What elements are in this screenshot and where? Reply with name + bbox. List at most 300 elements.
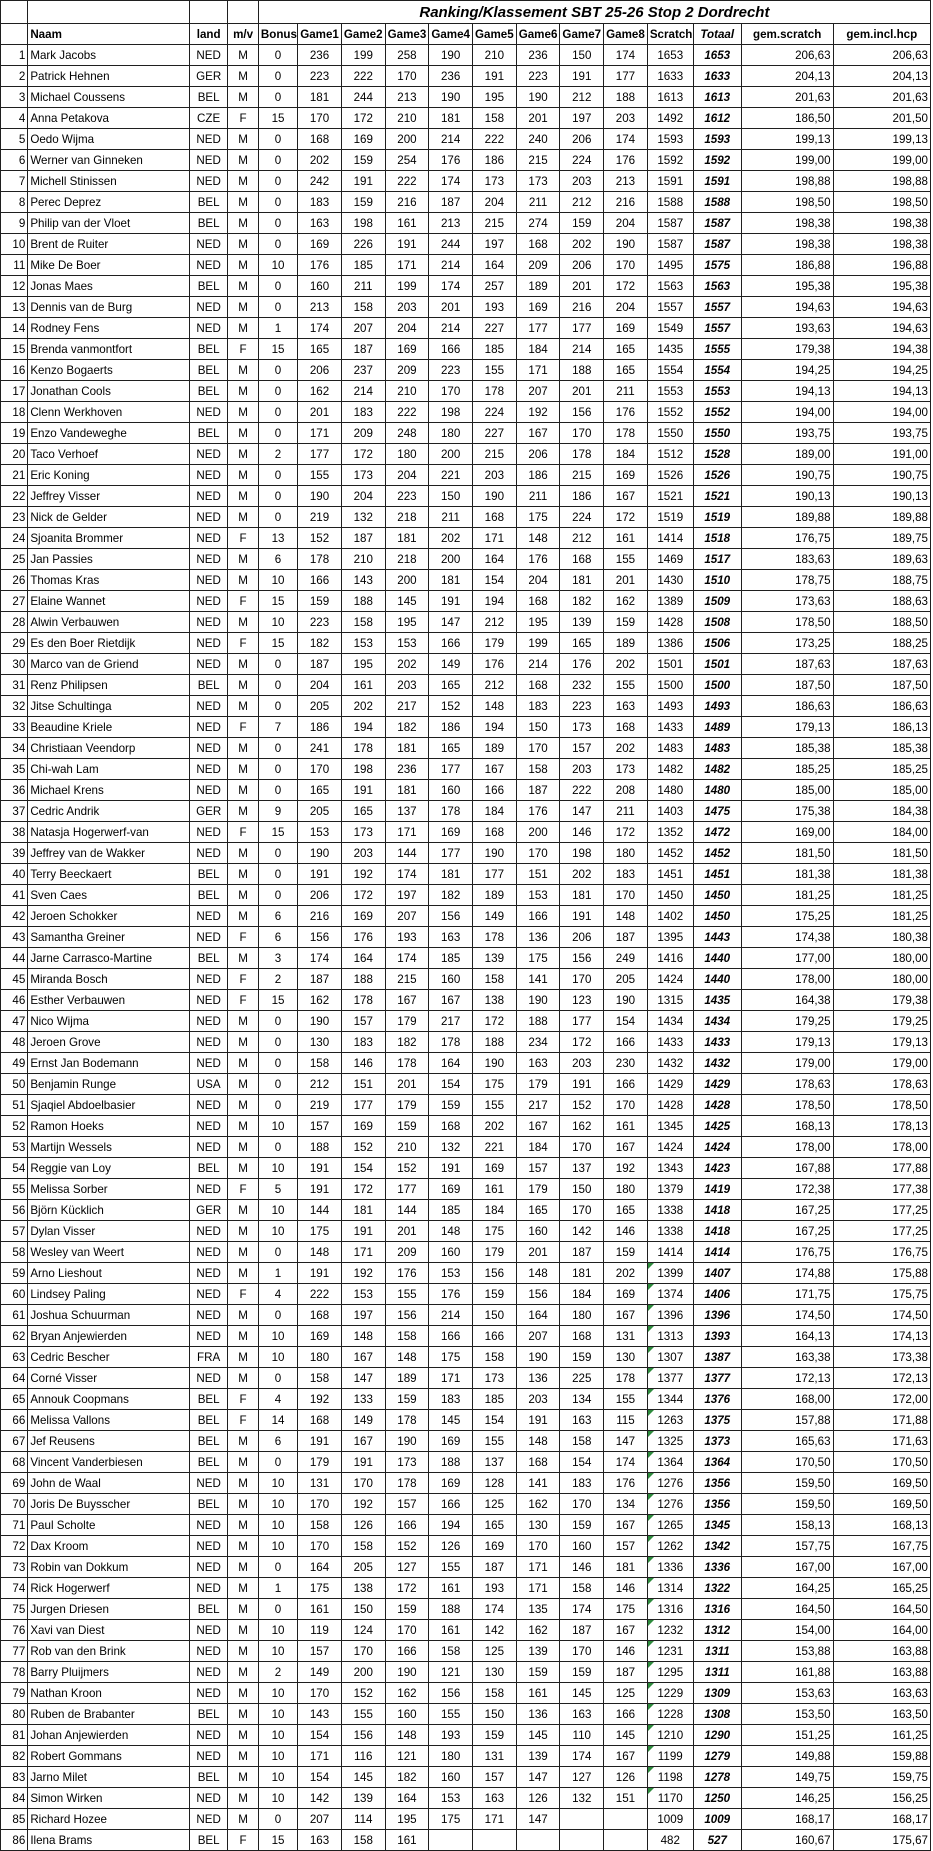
game-score-cell: 183 bbox=[341, 1032, 385, 1053]
player-name-cell: Martijn Wessels bbox=[28, 1137, 190, 1158]
country-cell: NED bbox=[190, 843, 228, 864]
rank-cell: 48 bbox=[1, 1032, 28, 1053]
scratch-cell: 1519 bbox=[647, 507, 693, 528]
avg-hcp-cell: 199,00 bbox=[833, 150, 930, 171]
game-score-cell: 159 bbox=[473, 1725, 517, 1746]
table-row bbox=[1, 1284, 931, 1305]
game-score-cell: 163 bbox=[298, 213, 342, 234]
player-name-cell: Clenn Werkhoven bbox=[28, 402, 190, 423]
avg-scratch-cell: 206,63 bbox=[741, 45, 833, 66]
avg-scratch-cell: 175,38 bbox=[741, 801, 833, 822]
gender-cell: F bbox=[228, 108, 259, 129]
bonus-cell: 10 bbox=[258, 1326, 297, 1347]
avg-hcp-cell: 181,38 bbox=[833, 864, 930, 885]
game-score-cell: 174 bbox=[604, 45, 648, 66]
game-score-cell: 182 bbox=[429, 885, 473, 906]
total-cell: 1591 bbox=[693, 171, 741, 192]
gender-cell: M bbox=[228, 402, 259, 423]
player-name-cell: Wesley van Weert bbox=[28, 1242, 190, 1263]
gender-cell: M bbox=[228, 1368, 259, 1389]
game-score-cell: 226 bbox=[341, 234, 385, 255]
game-score-cell: 198 bbox=[341, 759, 385, 780]
total-cell: 1425 bbox=[693, 1116, 741, 1137]
player-name-cell: Anna Petakova bbox=[28, 108, 190, 129]
game-score-cell: 182 bbox=[385, 1767, 429, 1788]
game-score-cell: 169 bbox=[385, 339, 429, 360]
game-score-cell: 134 bbox=[560, 1389, 604, 1410]
total-cell: 1521 bbox=[693, 486, 741, 507]
gender-cell: M bbox=[228, 1137, 259, 1158]
country-cell: NED bbox=[190, 1242, 228, 1263]
avg-scratch-cell: 181,50 bbox=[741, 843, 833, 864]
table-row bbox=[1, 360, 931, 381]
game-score-cell: 202 bbox=[604, 1263, 648, 1284]
game-score-cell bbox=[604, 1830, 648, 1851]
game-score-cell: 168 bbox=[298, 1305, 342, 1326]
bonus-cell: 10 bbox=[258, 255, 297, 276]
game-score-cell: 158 bbox=[341, 612, 385, 633]
game-score-cell: 177 bbox=[298, 444, 342, 465]
total-cell: 1552 bbox=[693, 402, 741, 423]
country-cell: NED bbox=[190, 612, 228, 633]
avg-scratch-cell: 179,00 bbox=[741, 1053, 833, 1074]
avg-scratch-cell: 164,50 bbox=[741, 1599, 833, 1620]
game-score-cell: 155 bbox=[604, 1389, 648, 1410]
bonus-cell: 6 bbox=[258, 1431, 297, 1452]
game-score-cell: 154 bbox=[341, 1158, 385, 1179]
player-name-cell: Dax Kroom bbox=[28, 1536, 190, 1557]
country-cell: BEL bbox=[190, 1767, 228, 1788]
game-score-cell: 188 bbox=[429, 1599, 473, 1620]
game-score-cell: 190 bbox=[473, 486, 517, 507]
game-score-cell: 154 bbox=[298, 1725, 342, 1746]
game-score-cell: 159 bbox=[385, 1599, 429, 1620]
avg-hcp-cell: 186,13 bbox=[833, 717, 930, 738]
total-cell: 1528 bbox=[693, 444, 741, 465]
game-score-cell: 170 bbox=[341, 1641, 385, 1662]
country-cell: BEL bbox=[190, 192, 228, 213]
table-row bbox=[1, 108, 931, 129]
bonus-cell: 6 bbox=[258, 549, 297, 570]
table-row bbox=[1, 255, 931, 276]
game-score-cell: 158 bbox=[341, 1830, 385, 1851]
player-name-cell: Paul Scholte bbox=[28, 1515, 190, 1536]
column-header: Naam bbox=[28, 24, 190, 45]
table-row bbox=[1, 276, 931, 297]
column-header: m/v bbox=[228, 24, 259, 45]
avg-hcp-cell: 198,38 bbox=[833, 213, 930, 234]
bonus-cell: 0 bbox=[258, 486, 297, 507]
avg-scratch-cell: 181,38 bbox=[741, 864, 833, 885]
game-score-cell: 203 bbox=[385, 675, 429, 696]
game-score-cell: 198 bbox=[341, 213, 385, 234]
bonus-cell: 0 bbox=[258, 213, 297, 234]
country-cell: NED bbox=[190, 738, 228, 759]
country-cell: NED bbox=[190, 402, 228, 423]
table-row bbox=[1, 45, 931, 66]
bonus-cell: 0 bbox=[258, 654, 297, 675]
title-spacer bbox=[228, 1, 259, 24]
game-score-cell: 156 bbox=[516, 1284, 560, 1305]
bonus-cell: 0 bbox=[258, 381, 297, 402]
total-cell: 1009 bbox=[693, 1809, 741, 1830]
table-row bbox=[1, 1599, 931, 1620]
player-name-cell: Natasja Hogerwerf-van bbox=[28, 822, 190, 843]
avg-hcp-cell: 180,00 bbox=[833, 969, 930, 990]
bonus-cell: 15 bbox=[258, 990, 297, 1011]
gender-cell: F bbox=[228, 822, 259, 843]
table-row bbox=[1, 1830, 931, 1851]
game-score-cell: 205 bbox=[341, 1557, 385, 1578]
game-score-cell: 186 bbox=[560, 486, 604, 507]
gender-cell: M bbox=[228, 843, 259, 864]
total-cell: 1472 bbox=[693, 822, 741, 843]
game-score-cell: 183 bbox=[560, 1473, 604, 1494]
scratch-cell: 1199 bbox=[647, 1746, 693, 1767]
game-score-cell: 191 bbox=[385, 234, 429, 255]
total-cell: 1406 bbox=[693, 1284, 741, 1305]
scratch-cell: 1549 bbox=[647, 318, 693, 339]
avg-hcp-cell: 186,63 bbox=[833, 696, 930, 717]
avg-scratch-cell: 167,25 bbox=[741, 1221, 833, 1242]
game-score-cell: 177 bbox=[560, 1011, 604, 1032]
game-score-cell: 204 bbox=[604, 213, 648, 234]
avg-hcp-cell: 164,50 bbox=[833, 1599, 930, 1620]
game-score-cell: 204 bbox=[473, 192, 517, 213]
rank-cell: 28 bbox=[1, 612, 28, 633]
game-score-cell: 167 bbox=[604, 486, 648, 507]
bonus-cell: 0 bbox=[258, 66, 297, 87]
game-score-cell: 132 bbox=[560, 1788, 604, 1809]
avg-hcp-cell: 171,88 bbox=[833, 1410, 930, 1431]
gender-cell: F bbox=[228, 633, 259, 654]
game-score-cell: 162 bbox=[516, 1494, 560, 1515]
gender-cell: M bbox=[228, 1767, 259, 1788]
game-score-cell: 143 bbox=[298, 1704, 342, 1725]
gender-cell: M bbox=[228, 192, 259, 213]
game-score-cell: 185 bbox=[473, 1389, 517, 1410]
country-cell: NED bbox=[190, 486, 228, 507]
country-cell: NED bbox=[190, 1011, 228, 1032]
rank-cell: 65 bbox=[1, 1389, 28, 1410]
bonus-cell: 0 bbox=[258, 864, 297, 885]
game-score-cell: 206 bbox=[560, 927, 604, 948]
player-name-cell: Melissa Vallons bbox=[28, 1410, 190, 1431]
game-score-cell: 162 bbox=[385, 1683, 429, 1704]
gender-cell: M bbox=[228, 885, 259, 906]
avg-hcp-cell: 188,63 bbox=[833, 591, 930, 612]
game-score-cell: 172 bbox=[341, 885, 385, 906]
avg-scratch-cell: 183,63 bbox=[741, 549, 833, 570]
scratch-cell: 1009 bbox=[647, 1809, 693, 1830]
total-cell: 1480 bbox=[693, 780, 741, 801]
country-cell: BEL bbox=[190, 87, 228, 108]
game-score-cell: 164 bbox=[473, 255, 517, 276]
bonus-cell: 0 bbox=[258, 1074, 297, 1095]
bonus-cell: 0 bbox=[258, 129, 297, 150]
game-score-cell: 154 bbox=[473, 570, 517, 591]
game-score-cell: 193 bbox=[429, 1725, 473, 1746]
avg-scratch-cell: 174,38 bbox=[741, 927, 833, 948]
avg-hcp-cell: 194,00 bbox=[833, 402, 930, 423]
game-score-cell: 165 bbox=[429, 738, 473, 759]
avg-hcp-cell: 195,38 bbox=[833, 276, 930, 297]
game-score-cell: 146 bbox=[604, 1578, 648, 1599]
scratch-cell: 1492 bbox=[647, 108, 693, 129]
game-score-cell: 153 bbox=[341, 1284, 385, 1305]
bonus-cell: 4 bbox=[258, 1389, 297, 1410]
game-score-cell: 130 bbox=[473, 1662, 517, 1683]
game-score-cell: 161 bbox=[516, 1683, 560, 1704]
avg-scratch-cell: 164,13 bbox=[741, 1326, 833, 1347]
avg-hcp-cell: 168,17 bbox=[833, 1809, 930, 1830]
bonus-cell: 5 bbox=[258, 1179, 297, 1200]
country-cell: NED bbox=[190, 1053, 228, 1074]
game-score-cell: 177 bbox=[385, 1179, 429, 1200]
game-score-cell: 190 bbox=[298, 486, 342, 507]
bonus-cell: 1 bbox=[258, 1263, 297, 1284]
avg-hcp-cell: 194,25 bbox=[833, 360, 930, 381]
table-row bbox=[1, 675, 931, 696]
game-score-cell: 172 bbox=[341, 1179, 385, 1200]
game-score-cell: 172 bbox=[385, 1578, 429, 1599]
table-row bbox=[1, 1683, 931, 1704]
game-score-cell: 152 bbox=[385, 1536, 429, 1557]
country-cell: BEL bbox=[190, 381, 228, 402]
table-row bbox=[1, 1032, 931, 1053]
avg-hcp-cell: 172,13 bbox=[833, 1368, 930, 1389]
total-cell: 1373 bbox=[693, 1431, 741, 1452]
game-score-cell: 166 bbox=[604, 1704, 648, 1725]
gender-cell: M bbox=[228, 1683, 259, 1704]
table-row bbox=[1, 738, 931, 759]
rank-cell: 3 bbox=[1, 87, 28, 108]
table-row bbox=[1, 1305, 931, 1326]
scratch-cell: 1315 bbox=[647, 990, 693, 1011]
game-score-cell: 200 bbox=[341, 1662, 385, 1683]
game-score-cell: 202 bbox=[298, 150, 342, 171]
game-score-cell: 168 bbox=[516, 675, 560, 696]
game-score-cell: 167 bbox=[604, 1515, 648, 1536]
game-score-cell: 203 bbox=[385, 297, 429, 318]
game-score-cell: 223 bbox=[298, 612, 342, 633]
game-score-cell: 156 bbox=[429, 1683, 473, 1704]
game-score-cell: 164 bbox=[516, 1305, 560, 1326]
game-score-cell: 168 bbox=[560, 1326, 604, 1347]
avg-scratch-cell: 172,38 bbox=[741, 1179, 833, 1200]
country-cell: NED bbox=[190, 696, 228, 717]
player-name-cell: Jonathan Cools bbox=[28, 381, 190, 402]
avg-scratch-cell: 153,63 bbox=[741, 1683, 833, 1704]
game-score-cell: 148 bbox=[604, 906, 648, 927]
rank-cell: 35 bbox=[1, 759, 28, 780]
player-name-cell: Björn Kücklich bbox=[28, 1200, 190, 1221]
avg-hcp-cell: 206,63 bbox=[833, 45, 930, 66]
scratch-cell: 1343 bbox=[647, 1158, 693, 1179]
game-score-cell: 187 bbox=[298, 969, 342, 990]
total-cell: 1311 bbox=[693, 1641, 741, 1662]
game-score-cell: 154 bbox=[429, 1074, 473, 1095]
game-score-cell: 171 bbox=[298, 1746, 342, 1767]
avg-scratch-cell: 167,00 bbox=[741, 1557, 833, 1578]
total-cell: 1557 bbox=[693, 297, 741, 318]
scratch-cell: 1521 bbox=[647, 486, 693, 507]
rank-cell: 26 bbox=[1, 570, 28, 591]
table-row bbox=[1, 1053, 931, 1074]
avg-scratch-cell: 186,50 bbox=[741, 108, 833, 129]
game-score-cell: 173 bbox=[560, 717, 604, 738]
rank-cell: 6 bbox=[1, 150, 28, 171]
game-score-cell: 147 bbox=[429, 612, 473, 633]
total-cell: 1440 bbox=[693, 969, 741, 990]
avg-scratch-cell: 169,00 bbox=[741, 822, 833, 843]
avg-hcp-cell: 181,25 bbox=[833, 906, 930, 927]
total-cell: 1553 bbox=[693, 381, 741, 402]
scratch-cell: 1414 bbox=[647, 528, 693, 549]
game-score-cell: 193 bbox=[473, 1578, 517, 1599]
player-name-cell: Lindsey Paling bbox=[28, 1284, 190, 1305]
rank-cell: 32 bbox=[1, 696, 28, 717]
gender-cell: M bbox=[228, 1242, 259, 1263]
table-row bbox=[1, 822, 931, 843]
country-cell: CZE bbox=[190, 108, 228, 129]
country-cell: NED bbox=[190, 927, 228, 948]
country-cell: NED bbox=[190, 45, 228, 66]
scratch-cell: 1435 bbox=[647, 339, 693, 360]
game-score-cell: 214 bbox=[516, 654, 560, 675]
table-row bbox=[1, 801, 931, 822]
country-cell: GER bbox=[190, 66, 228, 87]
total-cell: 1311 bbox=[693, 1662, 741, 1683]
total-cell: 1290 bbox=[693, 1725, 741, 1746]
total-cell: 1587 bbox=[693, 213, 741, 234]
rank-cell: 15 bbox=[1, 339, 28, 360]
avg-scratch-cell: 179,38 bbox=[741, 339, 833, 360]
bonus-cell: 10 bbox=[258, 1767, 297, 1788]
rank-cell: 19 bbox=[1, 423, 28, 444]
rank-cell: 30 bbox=[1, 654, 28, 675]
bonus-cell: 0 bbox=[258, 192, 297, 213]
game-score-cell: 142 bbox=[298, 1788, 342, 1809]
table-row bbox=[1, 759, 931, 780]
country-cell: NED bbox=[190, 234, 228, 255]
game-score-cell: 212 bbox=[560, 192, 604, 213]
gender-cell: M bbox=[228, 1788, 259, 1809]
game-score-cell: 169 bbox=[429, 822, 473, 843]
total-cell: 1345 bbox=[693, 1515, 741, 1536]
header-row bbox=[1, 24, 931, 45]
game-score-cell: 185 bbox=[429, 1200, 473, 1221]
game-score-cell: 274 bbox=[516, 213, 560, 234]
bonus-cell: 1 bbox=[258, 318, 297, 339]
country-cell: BEL bbox=[190, 1158, 228, 1179]
rank-cell: 21 bbox=[1, 465, 28, 486]
game-score-cell: 132 bbox=[429, 1137, 473, 1158]
game-score-cell: 168 bbox=[516, 591, 560, 612]
player-name-cell: Kenzo Bogaerts bbox=[28, 360, 190, 381]
game-score-cell: 175 bbox=[473, 1221, 517, 1242]
avg-hcp-cell: 190,13 bbox=[833, 486, 930, 507]
table-row bbox=[1, 339, 931, 360]
game-score-cell: 155 bbox=[298, 465, 342, 486]
game-score-cell: 178 bbox=[473, 381, 517, 402]
game-score-cell: 187 bbox=[341, 528, 385, 549]
game-score-cell: 159 bbox=[473, 1284, 517, 1305]
player-name-cell: Miranda Bosch bbox=[28, 969, 190, 990]
total-cell: 1563 bbox=[693, 276, 741, 297]
game-score-cell: 249 bbox=[604, 948, 648, 969]
table-row bbox=[1, 1431, 931, 1452]
scratch-cell: 1554 bbox=[647, 360, 693, 381]
game-score-cell: 254 bbox=[385, 150, 429, 171]
game-score-cell: 224 bbox=[560, 507, 604, 528]
game-score-cell: 165 bbox=[473, 1515, 517, 1536]
rank-cell: 36 bbox=[1, 780, 28, 801]
game-score-cell: 191 bbox=[429, 591, 473, 612]
game-score-cell: 183 bbox=[341, 402, 385, 423]
game-score-cell: 182 bbox=[385, 1032, 429, 1053]
avg-hcp-cell: 191,00 bbox=[833, 444, 930, 465]
rank-cell: 60 bbox=[1, 1284, 28, 1305]
avg-hcp-cell: 196,88 bbox=[833, 255, 930, 276]
gender-cell: F bbox=[228, 1830, 259, 1851]
gender-cell: M bbox=[228, 276, 259, 297]
game-score-cell: 178 bbox=[341, 990, 385, 1011]
bonus-cell: 0 bbox=[258, 297, 297, 318]
game-score-cell: 200 bbox=[429, 444, 473, 465]
country-cell: NED bbox=[190, 150, 228, 171]
game-score-cell: 168 bbox=[429, 1116, 473, 1137]
total-cell: 1278 bbox=[693, 1767, 741, 1788]
gender-cell: M bbox=[228, 318, 259, 339]
game-score-cell: 208 bbox=[604, 780, 648, 801]
game-score-cell: 197 bbox=[341, 1305, 385, 1326]
game-score-cell: 159 bbox=[604, 1242, 648, 1263]
table-row bbox=[1, 948, 931, 969]
game-score-cell: 185 bbox=[341, 255, 385, 276]
rank-cell: 7 bbox=[1, 171, 28, 192]
game-score-cell: 189 bbox=[473, 738, 517, 759]
table-row bbox=[1, 318, 931, 339]
game-score-cell: 194 bbox=[429, 1515, 473, 1536]
player-name-cell: Cedric Bescher bbox=[28, 1347, 190, 1368]
avg-hcp-cell: 179,00 bbox=[833, 1053, 930, 1074]
game-score-cell: 148 bbox=[516, 1431, 560, 1452]
total-cell: 1508 bbox=[693, 612, 741, 633]
total-cell: 1483 bbox=[693, 738, 741, 759]
rank-cell: 64 bbox=[1, 1368, 28, 1389]
game-score-cell: 180 bbox=[429, 1746, 473, 1767]
player-name-cell: Benjamin Runge bbox=[28, 1074, 190, 1095]
scratch-cell: 1198 bbox=[647, 1767, 693, 1788]
rank-cell: 16 bbox=[1, 360, 28, 381]
bonus-cell: 10 bbox=[258, 1158, 297, 1179]
table-row bbox=[1, 1263, 931, 1284]
avg-scratch-cell: 164,38 bbox=[741, 990, 833, 1011]
player-name-cell: John de Waal bbox=[28, 1473, 190, 1494]
rank-cell: 53 bbox=[1, 1137, 28, 1158]
table-row bbox=[1, 1200, 931, 1221]
game-score-cell: 174 bbox=[429, 171, 473, 192]
column-header: Totaal bbox=[693, 24, 741, 45]
game-score-cell: 181 bbox=[429, 570, 473, 591]
game-score-cell: 166 bbox=[385, 1641, 429, 1662]
rank-cell: 70 bbox=[1, 1494, 28, 1515]
game-score-cell: 175 bbox=[429, 1809, 473, 1830]
scratch-cell: 1386 bbox=[647, 633, 693, 654]
game-score-cell: 158 bbox=[298, 1515, 342, 1536]
gender-cell: M bbox=[228, 654, 259, 675]
